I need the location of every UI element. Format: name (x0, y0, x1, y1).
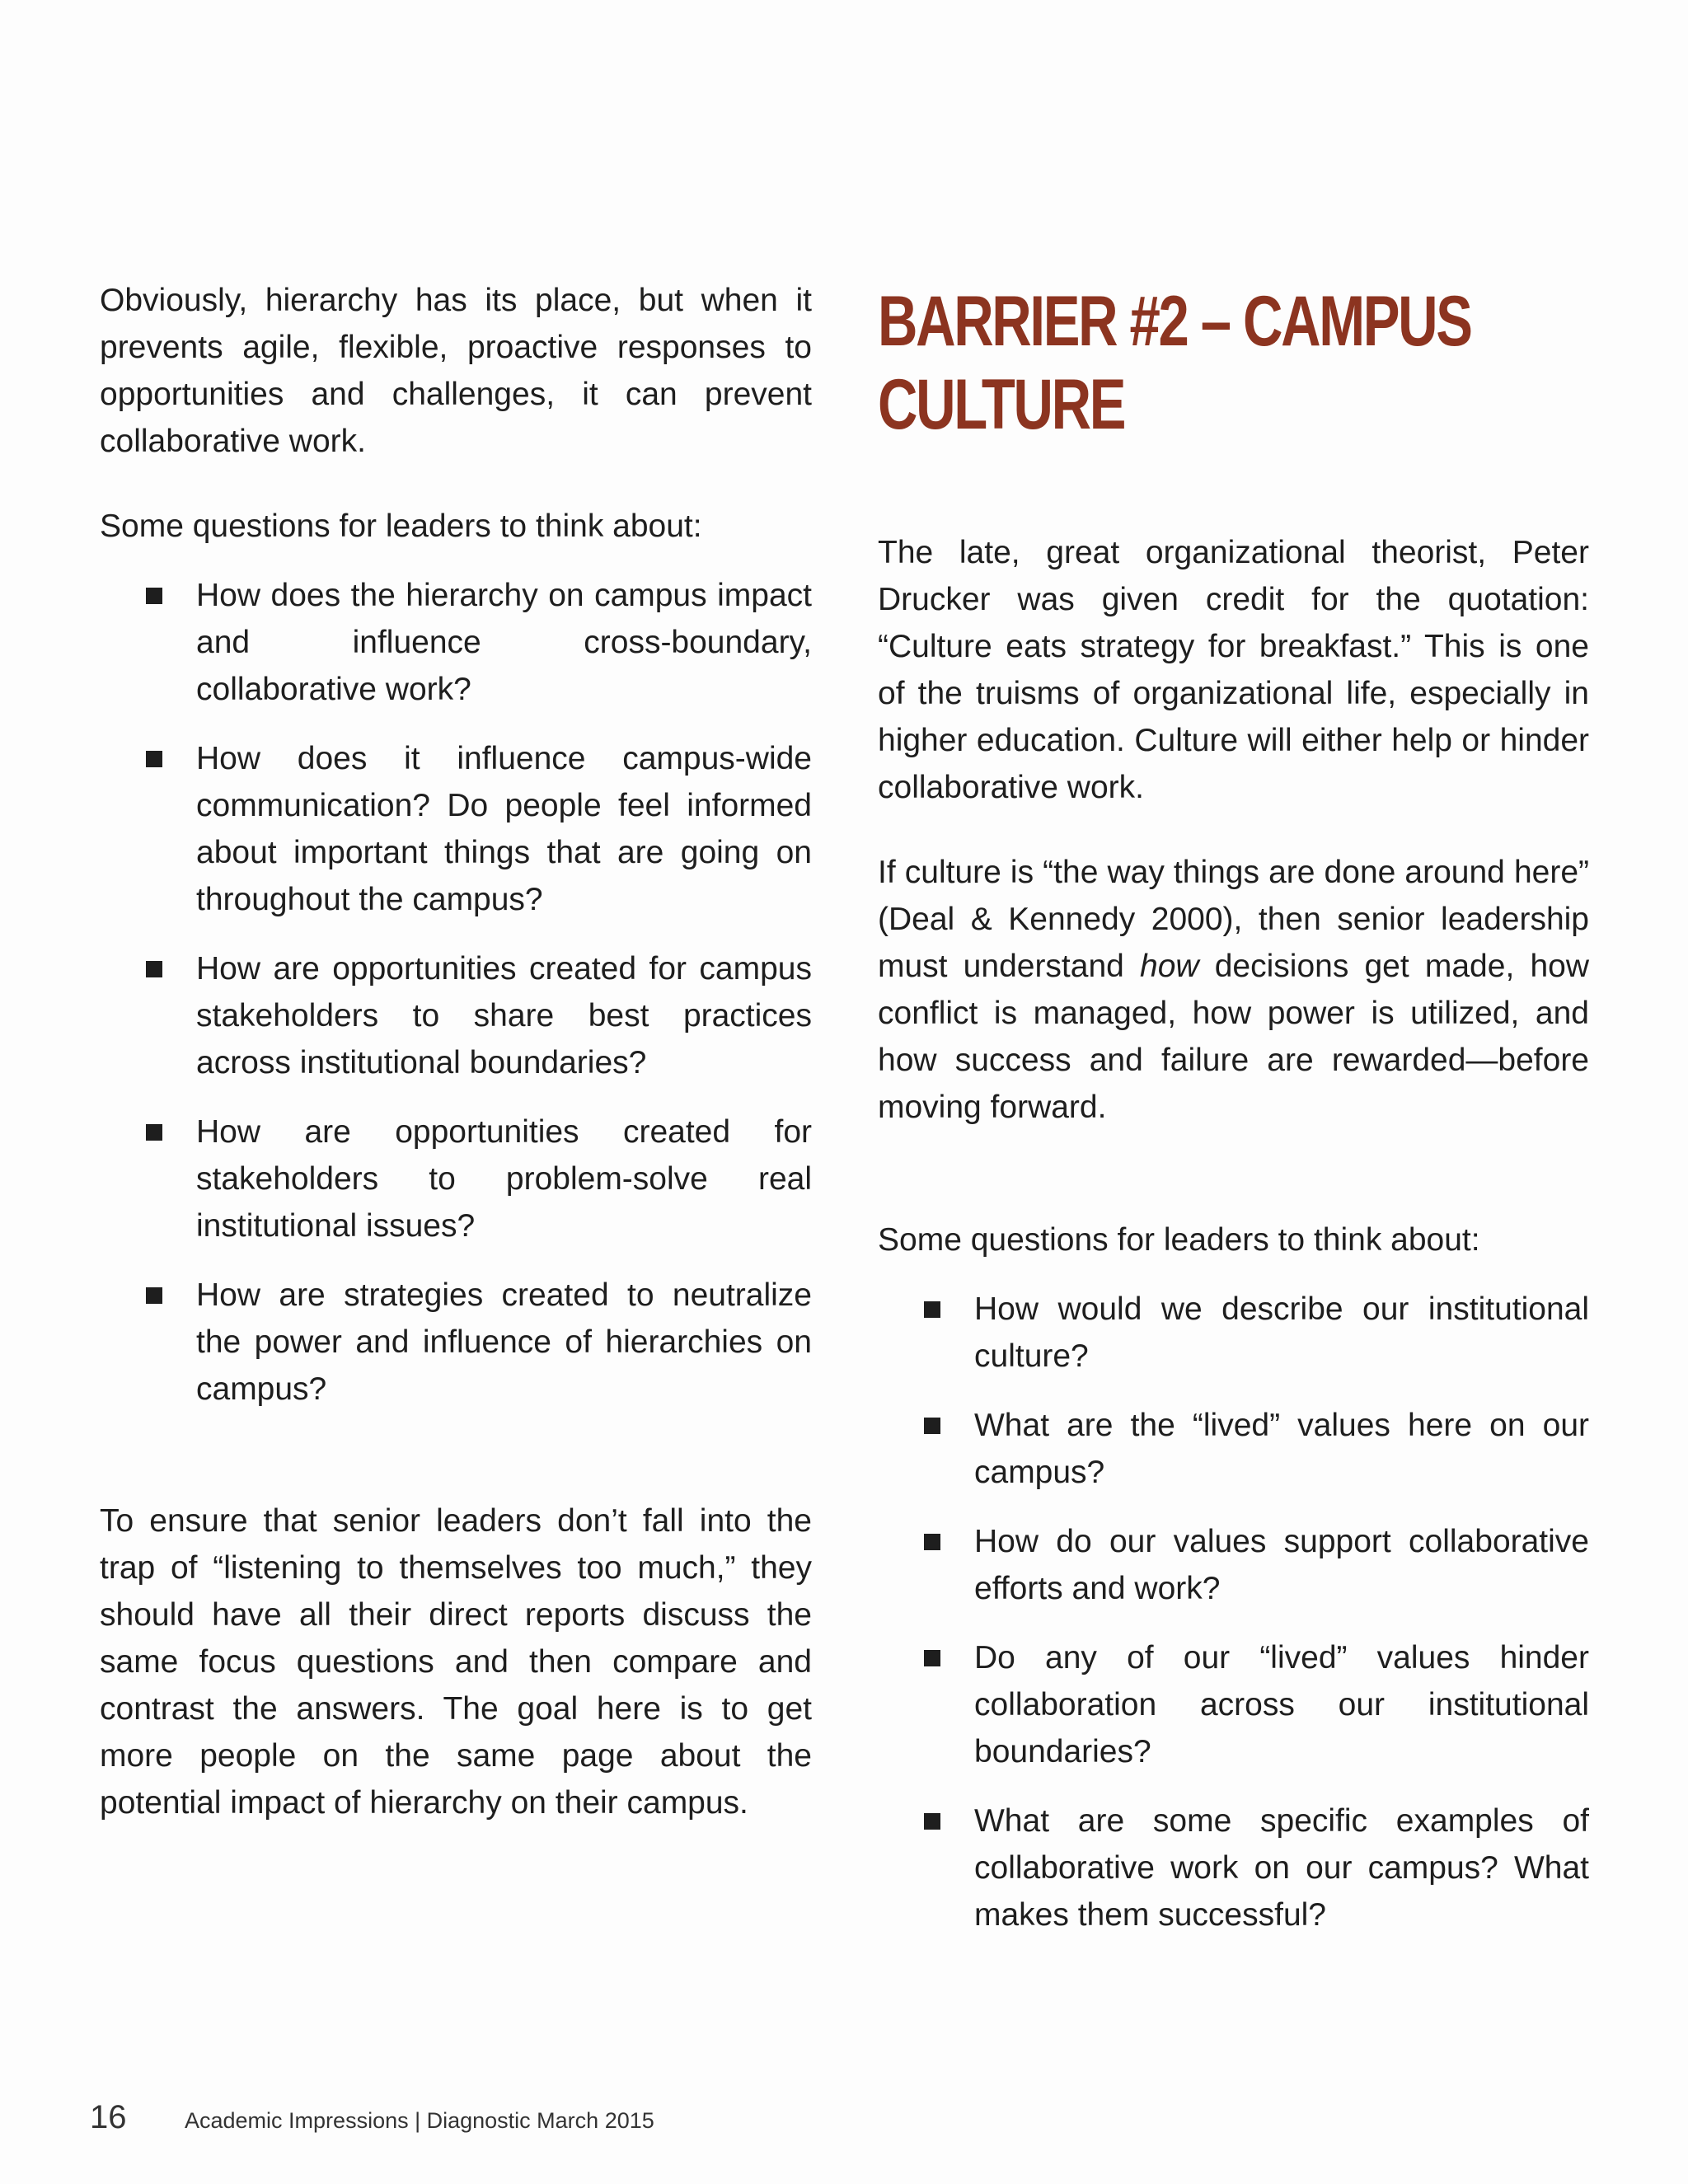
list-item: How does the hierarchy on campus impact and influence cross-boundary, collaborative work? (100, 572, 812, 713)
questions-list (100, 572, 812, 1413)
list-item: How are strategies created to neutralize the power and influence of hierarchies on campus? (100, 1272, 812, 1413)
list-item: How are opportunities created for campus stakeholders to share best practices across institutional boundaries? (100, 945, 812, 1086)
list-item: How would we describe our institutional culture? (878, 1286, 1589, 1380)
section-heading: BARRIER #2 – CAMPUS CULTURE (878, 282, 1471, 444)
list-item: What are the “lived” values here on our campus? (878, 1402, 1589, 1496)
list-item: Do any of our “lived” values hinder collaboration across our institutional boundaries? (878, 1634, 1589, 1775)
list-item: How are opportunities created for stakeholders to problem-solve real institutional issues? (100, 1108, 812, 1249)
questions-lead: Some questions for leaders to think about: (878, 1222, 1480, 1258)
footer-publication: Academic Impressions | Diagnostic March 2015 (185, 2108, 654, 2133)
drucker-paragraph: The late, great organizational theorist, Peter Drucker was given credit for the quotation: “Culture eats strategy for breakfast.” This is one of the truisms of organizational life, especially in higher education. Culture will either help or hinder collaborative work. (878, 535, 1589, 805)
questions-list (878, 1286, 1589, 1938)
list-item: How do our values support collaborative efforts and work? (878, 1518, 1589, 1612)
square-bullet-icon (146, 961, 162, 977)
square-bullet-icon (146, 1287, 162, 1304)
list-item: How does it influence campus-wide communication? Do people feel informed about important things that are going on throughout the campus? (100, 735, 812, 923)
square-bullet-icon (924, 1418, 940, 1434)
culture-paragraph: If culture is “the way things are done around here” (Deal & Kennedy 2000), then senior leadership must understand how decisions get made, how conflict is managed, how power is utilized, and how success and failure are rewarded—before moving forward. (878, 855, 1589, 1125)
square-bullet-icon (924, 1813, 940, 1830)
square-bullet-icon (924, 1534, 940, 1550)
intro-paragraph: Obviously, hierarchy has its place, but when it prevents agile, flexible, proactive responses to opportunities and challenges, it can prevent collaborative work. (100, 283, 812, 459)
closing-paragraph: To ensure that senior leaders don’t fall into the trap of “listening to themselves too much,” they should have all their direct reports discuss the same focus questions and then compare and contrast the answers. The goal here is to get more people on the same page about the potential impact of hierarchy on their campus. (100, 1503, 812, 1821)
questions-lead: Some questions for leaders to think about: (100, 509, 702, 544)
list-item: What are some specific examples of collaborative work on our campus? What makes them successful? (878, 1797, 1589, 1938)
square-bullet-icon (146, 588, 162, 604)
square-bullet-icon (924, 1650, 940, 1666)
square-bullet-icon (146, 1124, 162, 1141)
square-bullet-icon (924, 1301, 940, 1318)
page-number: 16 (90, 2099, 127, 2135)
square-bullet-icon (146, 751, 162, 767)
